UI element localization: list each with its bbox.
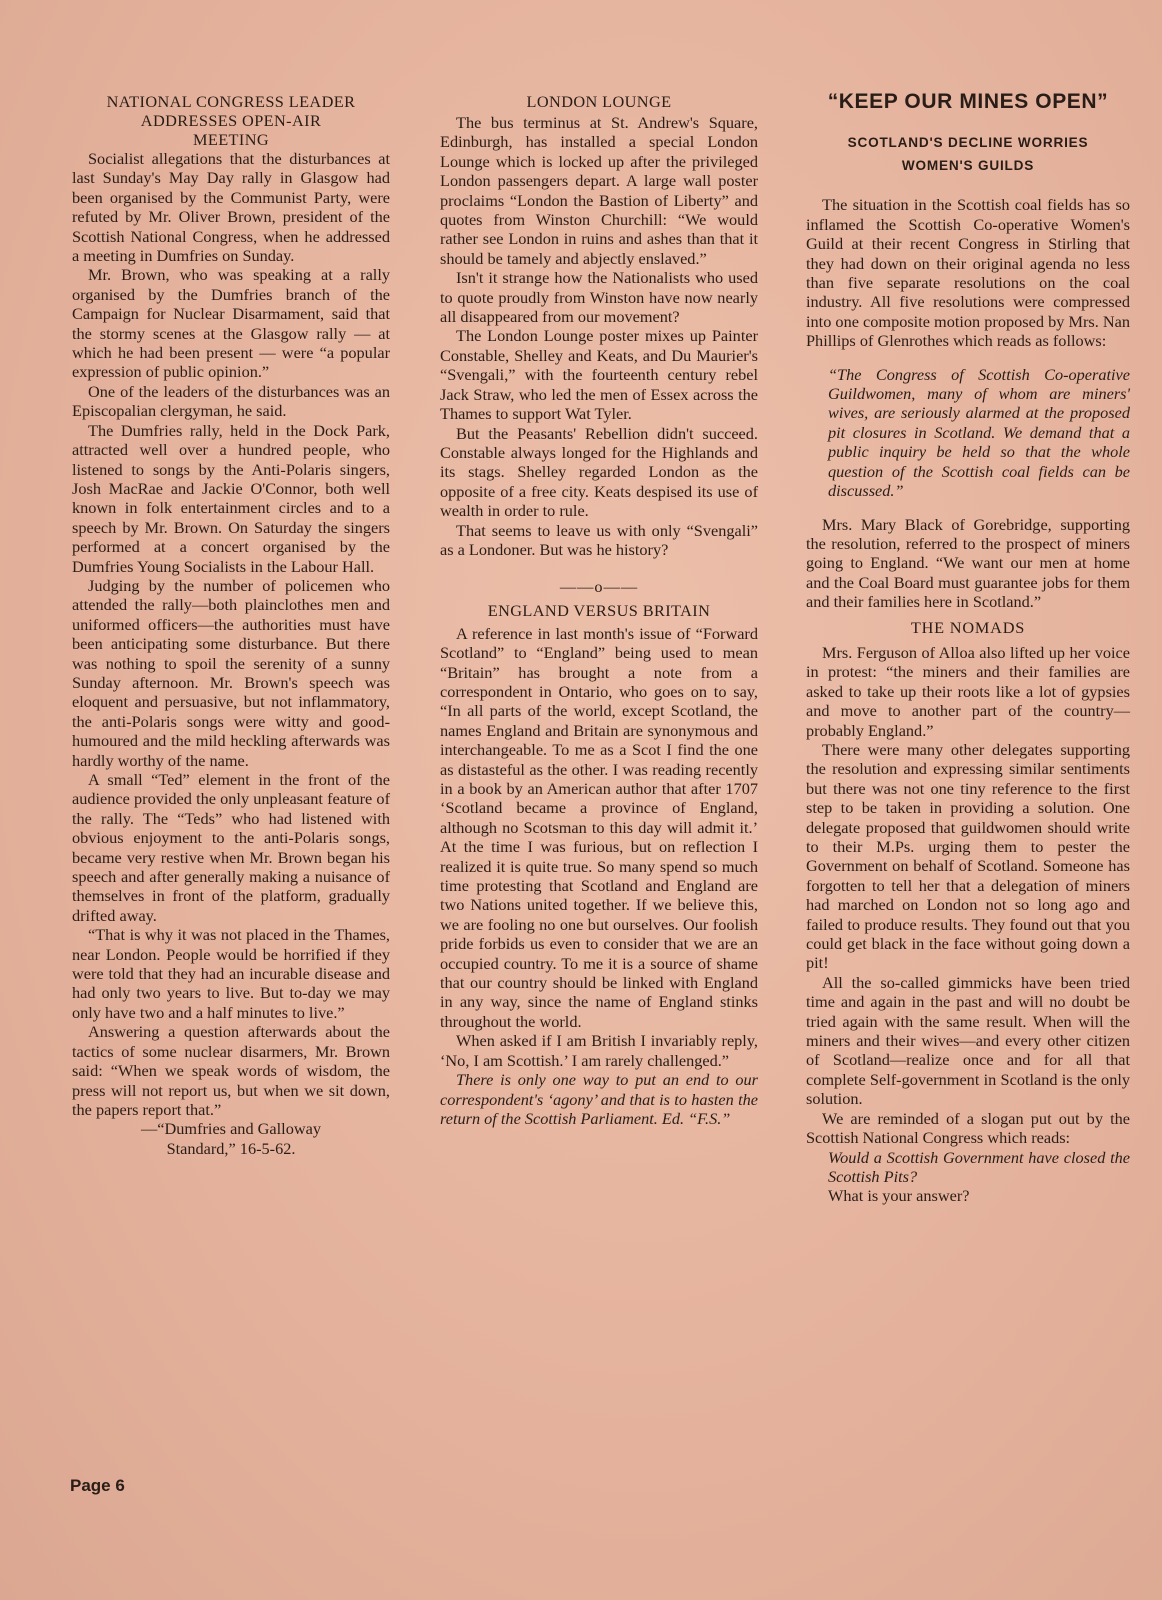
paragraph: We are reminded of a slogan put out by the Scottish National Congress which reads: — [806, 1108, 1130, 1148]
heading-line: MEETING — [192, 130, 270, 149]
paragraph: All the so-called gimmicks have been tried time and again in the past and will no doubt be tried again with the same result. When will the miners and their wives—and every other citizen of Scotland—realize once and for all that complete Self-government in Scotland is the only solution. — [806, 972, 1130, 1109]
source-line: —“Dumfries and Galloway — [141, 1119, 321, 1139]
paragraph: One of the leaders of the disturbances was an Episcopalian clergyman, he said. — [72, 381, 390, 421]
slogan-question: What is your answer? — [828, 1186, 970, 1206]
paragraph: The London Lounge poster mixes up Painter Constable, Shelley and Keats, and Du Maurier's “Svengali,” with the fourteenth century rebel Jack Straw, who led the men of Essex across the Thames to support Wat Tyler. — [440, 326, 758, 424]
paragraph: Isn't it strange how the Nationalists who used to quote proudly from Winston have now nearly all disappeared from our movement? — [440, 268, 758, 327]
subheading-line: SCOTLAND'S DECLINE WORRIES — [847, 135, 1089, 151]
paragraph: A reference in last month's issue of “Forward Scotland” to “England” being used to mean “Britain” has brought a note from a correspondent in Ontario, who goes on to say, “In all parts of the world, except Scotland, the names England and Britain are synonymous and interchangeable. To me as a Scot I find the one as distasteful as the other. I was reading recently in a book by an American author that after 1707 ‘Scotland became a province of England, although no Scotsman to this day will admit it.’ At the time I was furious, but on reflection I realized it is quite true. So many spend so much time protesting that Scotland and England are two Nations united together. If we believe this, we are fooling no one but ourselves. Our foolish pride forbids us even to consider that we are an occupied country. To me it is a source of shame that our country should be linked with England in any way, since the name of England stinks throughout the world. — [440, 623, 758, 1031]
paragraph: Mrs. Mary Black of Gorebridge, supporting the resolution, referred to the prospect of miners going to England. “We want our men at home and the Coal Board must guarantee jobs for them and their families here in Scotland.” — [806, 514, 1130, 612]
article-heading-england-versus-britain: ENGLAND VERSUS BRITAIN — [487, 600, 711, 620]
heading-line: NATIONAL CONGRESS LEADER — [106, 92, 356, 111]
editor-note: There is only one way to put an end to our correspondent's ‘agony’ and that is to hasten the return of the Scottish Parliament. Ed. “F.S.” — [440, 1070, 758, 1128]
source-line: Standard,” 16-5-62. — [166, 1138, 296, 1158]
paragraph: Mrs. Ferguson of Alloa also lifted up her voice in protest: “the miners and their families are asked to take up their roots like a lot of gypsies and move to another part of the country—probably England.” — [806, 642, 1130, 740]
paragraph: There were many other delegates supporting the resolution and expressing similar sentiments but there was not one tiny reference to the first step to be taken in providing a solution. One delegate proposed that guildwomen should write to their M.Ps. urging them to pester the Government on behalf of Scotland. Someone has forgotten to tell her that a delegation of miners had marched on London not so long ago and failed to produce results. They found out that you could get black in the face without going down a pit! — [806, 739, 1130, 973]
page-number: Page 6 — [70, 1476, 125, 1495]
column-left — [72, 92, 390, 1158]
article-subheading — [806, 131, 1130, 177]
section-heading-nomads: THE NOMADS — [910, 617, 1026, 637]
paragraph: A small “Ted” element in the front of the audience provided the only unpleasant feature of the rally. The “Teds” who had listened with obvious enjoyment to the anti-Polaris songs, became very restive when Mr. Brown began his speech and after generally making a nuisance of themselves in front of the platform, gradually drifted away. — [72, 770, 390, 925]
article-heading-congress-leader — [72, 92, 390, 149]
paragraph: “That is why it was not placed in the Thames, near London. People would be horrified if they were told that they had an incurable disease and had only two years to live. But to-day we may only have two and a half minutes to live.” — [72, 925, 390, 1022]
slogan: Would a Scottish Government have closed the Scottish Pits? — [828, 1147, 1130, 1186]
paragraph: When asked if I am British I invariably reply, ‘No, I am Scottish.’ I am rarely challenged.” — [440, 1031, 758, 1070]
column-right — [806, 92, 1130, 1206]
resolution-quote: “The Congress of Scottish Co-operative Guildwomen, many of whom are miners' wives, are seriously alarmed at the proposed pit closures in Scotland. We demand that a public inquiry be held so that the whole question of the Scottish coal fields can be discussed.” — [828, 364, 1130, 501]
paragraph: Answering a question afterwards about the tactics of some nuclear disarmers, Mr. Brown said: “When we speak words of wisdom, the press will not report us, but when we sit down, the papers report that.” — [72, 1022, 390, 1119]
article-heading-keep-mines-open: “KEEP OUR MINES OPEN” — [827, 90, 1109, 113]
heading-line: ADDRESSES OPEN-AIR — [140, 111, 322, 130]
column-middle — [440, 92, 758, 1128]
paragraph: Mr. Brown, who was speaking at a rally organised by the Dumfries branch of the Campaign for Nuclear Disarmament, said that the stormy scenes at the Glasgow rally — at which he had been present — were “a popular expression of public opinion.” — [72, 265, 390, 382]
subheading-line: WOMEN'S GUILDS — [901, 158, 1035, 174]
section-separator: ——o—— — [559, 577, 639, 597]
source-citation — [72, 1119, 390, 1158]
paragraph: That seems to leave us with only “Svengali” as a Londoner. But was he history? — [440, 520, 758, 559]
paragraph: The Dumfries rally, held in the Dock Park, attracted well over a hundred people, who listened to songs by the Anti-Polaris singers, Josh MacRae and Jackie O'Connor, both well known in folk entertainment circles and to a speech by Mr. Brown. On Saturday the singers performed at a concert organised by the Dumfries Young Socialists in the Labour Hall. — [72, 420, 390, 576]
paragraph: The bus terminus at St. Andrew's Square, Edinburgh, has installed a special London Lounge which is locked up after the privileged London passengers depart. A large wall poster proclaims “London the Bastion of Liberty” and quotes from Winston Churchill: “We would rather see London in ruins and ashes than that it should be tamely and abjectly enslaved.” — [440, 113, 758, 268]
paragraph: Socialist allegations that the disturbances at last Sunday's May Day rally in Glasgow had been organised by the Communist Party, were refuted by Mr. Oliver Brown, president of the Scottish National Congress, when he addressed a meeting in Dumfries on Sunday. — [72, 149, 390, 266]
paragraph: Judging by the number of policemen who attended the rally—both plainclothes men and uniformed officers—the authorities must have been anticipating some disturbance. But there was nothing to spoil the serenity of a sunny Sunday afternoon. Mr. Brown's speech was eloquent and persuasive, but not inflammatory, the anti-Polaris songs were witty and good-humoured and the mild heckling afterwards was hardly worthy of the name. — [72, 575, 390, 770]
paragraph: The situation in the Scottish coal fields has so inflamed the Scottish Co-operative Women's Guild at their recent Congress in Stirling that they had down on their original agenda no less than five separate resolutions on the coal industry. All five resolutions were compressed into one composite motion proposed by Mrs. Nan Phillips of Glenrothes which reads as follows: — [806, 195, 1130, 351]
article-heading-london-lounge: LONDON LOUNGE — [526, 92, 672, 111]
paragraph: But the Peasants' Rebellion didn't succeed. Constable always longed for the Highlands and its stags. Shelley regarded London as the opposite of a free city. Keats despised its use of wealth in order to rule. — [440, 423, 758, 521]
